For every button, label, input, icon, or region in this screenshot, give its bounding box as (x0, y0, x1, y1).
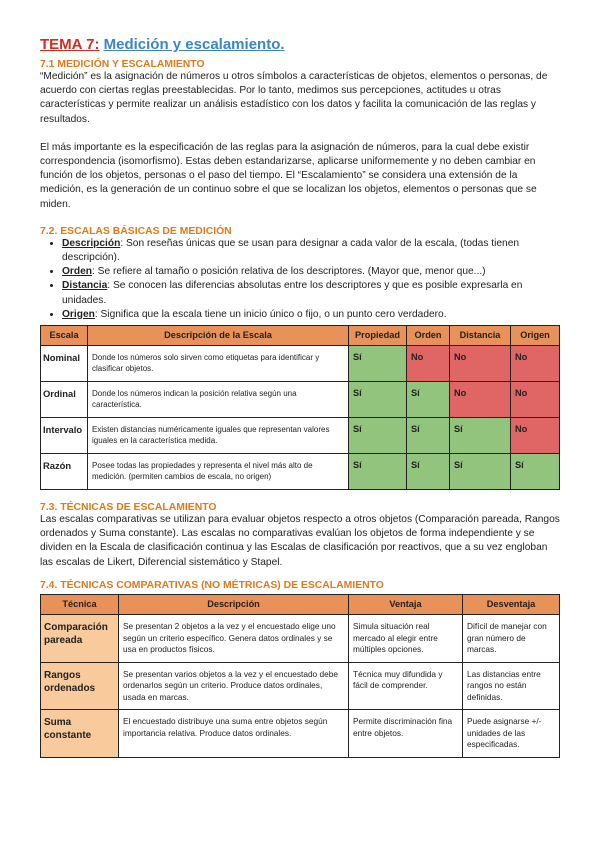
technique-description: El encuestado distribuye una suma entre objetos según importancia relativa. Produce datos ordinales. (119, 710, 349, 758)
table-row (41, 346, 560, 382)
table-row (41, 710, 560, 758)
column-header: Orden (407, 326, 450, 346)
column-header: Descripción (119, 594, 349, 615)
techniques-table (40, 594, 560, 758)
scale-name: Intervalo (41, 418, 88, 454)
section-heading-7-4: 7.4. TÉCNICAS COMPARATIVAS (NO MÉTRICAS) DE ESCALAMIENTO (40, 579, 384, 591)
table-row (41, 382, 560, 418)
section-heading-7-1: 7.1 MEDICIÓN Y ESCALAMIENTO (40, 59, 205, 70)
column-header: Propiedad (349, 326, 407, 346)
list-item: • Descripción: Son reseñas únicas que se usan para designar a cada valor de la escala, (todas tienen descripción). (62, 237, 560, 265)
property-value: No (511, 418, 560, 454)
property-value: Sí (349, 346, 407, 382)
table-row (41, 615, 560, 663)
property-value: Sí (349, 382, 407, 418)
technique-description: Se presentan varios objetos a la vez y el encuestado debe ordenarlos según un criterio. Produce datos ordinales, usada en marcas. (119, 662, 349, 710)
property-value: Sí (511, 454, 560, 490)
technique-disadvantage: Las distancias entre rangos no están definidas. (463, 662, 560, 710)
technique-name: Comparación pareada (41, 615, 119, 663)
scale-name: Razón (41, 454, 88, 490)
property-value: Sí (349, 418, 407, 454)
technique-advantage: Permite discriminación fina entre objetos. (349, 710, 463, 758)
section-heading-7-2: 7.2. ESCALAS BÁSICAS DE MEDICIÓN (40, 225, 232, 237)
column-header: Ventaja (349, 594, 463, 615)
technique-description: Se presentan 2 objetos a la vez y el encuestado elige uno según un criterio específico. Genera datos ordinales y se usa en productos físicos. (119, 615, 349, 663)
technique-advantage: Simula situación real mercado al elegir entre múltiples opciones. (349, 615, 463, 663)
property-value: Sí (407, 418, 450, 454)
property-value: No (511, 346, 560, 382)
column-header: Desventaja (463, 594, 560, 615)
property-value: Sí (407, 382, 450, 418)
table-header-row (41, 326, 560, 346)
scale-description: Existen distancias numéricamente iguales que representan valores iguales en la característica medida. (88, 418, 349, 454)
table-header-row (41, 594, 560, 615)
paragraph-especificacion: El más importante es la especificación de las reglas para la asignación de números, para la cual debe existir correspondencia (isomorfismo). Estas deben estandarizarse, aplicarse uniformemente y no deben cambiar en función de los objetos, personas o el paso del tiempo. El “Escalamiento” se considera una extensión de la medición, es la generación de un continuo sobre el que se localizan los objetos, elementos o personas que se miden. (40, 141, 537, 210)
paragraph-tecnicas: Las escalas comparativas se utilizan para evaluar objetos respecto a otros objetos (Comparación pareada, Rangos ordenados y Suma constante). Las escalas no comparativas evalúan los objetos de forma independiente y se dividen en la Escala de clasificación continua y las Escalas de clasificación por reactivos, que a su vez engloban las escalas de Likert, Diferencial sistemático y Stapel. (40, 514, 560, 568)
technique-disadvantage: Difícil de manejar con gran número de marcas. (463, 615, 560, 663)
table-row (41, 662, 560, 710)
table-row (41, 418, 560, 454)
property-value: No (511, 382, 560, 418)
paragraph-medicion: “Medición” es la asignación de números u otros símbolos a características de objetos, elementos o personas, de acuerdo con ciertas reglas preestablecidas. Por lo tanto, medimos sus percepciones, actitudes u otras características y permite realizar un análisis estadístico con los datos y facilita la comunicación de las reglas y resultados. (40, 71, 548, 125)
section-heading-7-3: 7.3. TÉCNICAS DE ESCALAMIENTO (40, 502, 217, 514)
technique-disadvantage: Puede asignarse +/- unidades de las especificadas. (463, 710, 560, 758)
scale-name: Ordinal (41, 382, 88, 418)
technique-advantage: Técnica muy difundida y fácil de comprender. (349, 662, 463, 710)
property-value: Sí (407, 454, 450, 490)
list-item: • Origen: Significa que la escala tiene un inicio único o fijo, o un punto cero verdadero. (62, 308, 560, 322)
property-value: No (450, 382, 511, 418)
technique-name: Rangos ordenados (41, 662, 119, 710)
property-value: Sí (349, 454, 407, 490)
column-header: Descripción de la Escala (88, 326, 349, 346)
scale-description: Donde los números indican la posición relativa según una característica. (88, 382, 349, 418)
list-item: • Distancia: Se conocen las diferencias absolutas entre los descriptores y que es posible expresarla en unidades. (62, 279, 560, 307)
scales-table (40, 325, 560, 490)
property-value: No (450, 346, 511, 382)
properties-list (40, 237, 560, 322)
list-item: • Orden: Se refiere al tamaño o posición relativa de los descriptores. (Mayor que, menor que...) (62, 265, 560, 279)
title-prefix: TEMA 7: (40, 36, 100, 53)
column-header: Técnica (41, 594, 119, 615)
scale-name: Nominal (41, 346, 88, 382)
property-value: Sí (450, 418, 511, 454)
column-header: Escala (41, 326, 88, 346)
technique-name: Suma constante (41, 710, 119, 758)
column-header: Distancia (450, 326, 511, 346)
property-value: Sí (450, 454, 511, 490)
property-value: No (407, 346, 450, 382)
page-title (40, 36, 560, 53)
column-header: Origen (511, 326, 560, 346)
title-text: Medición y escalamiento. (103, 36, 285, 53)
scale-description: Posee todas las propiedades y representa el nivel más alto de medición. (permiten cambios de escala, no origen) (88, 454, 349, 490)
table-row (41, 454, 560, 490)
scale-description: Donde los números solo sirven como etiquetas para identificar y clasificar objetos. (88, 346, 349, 382)
